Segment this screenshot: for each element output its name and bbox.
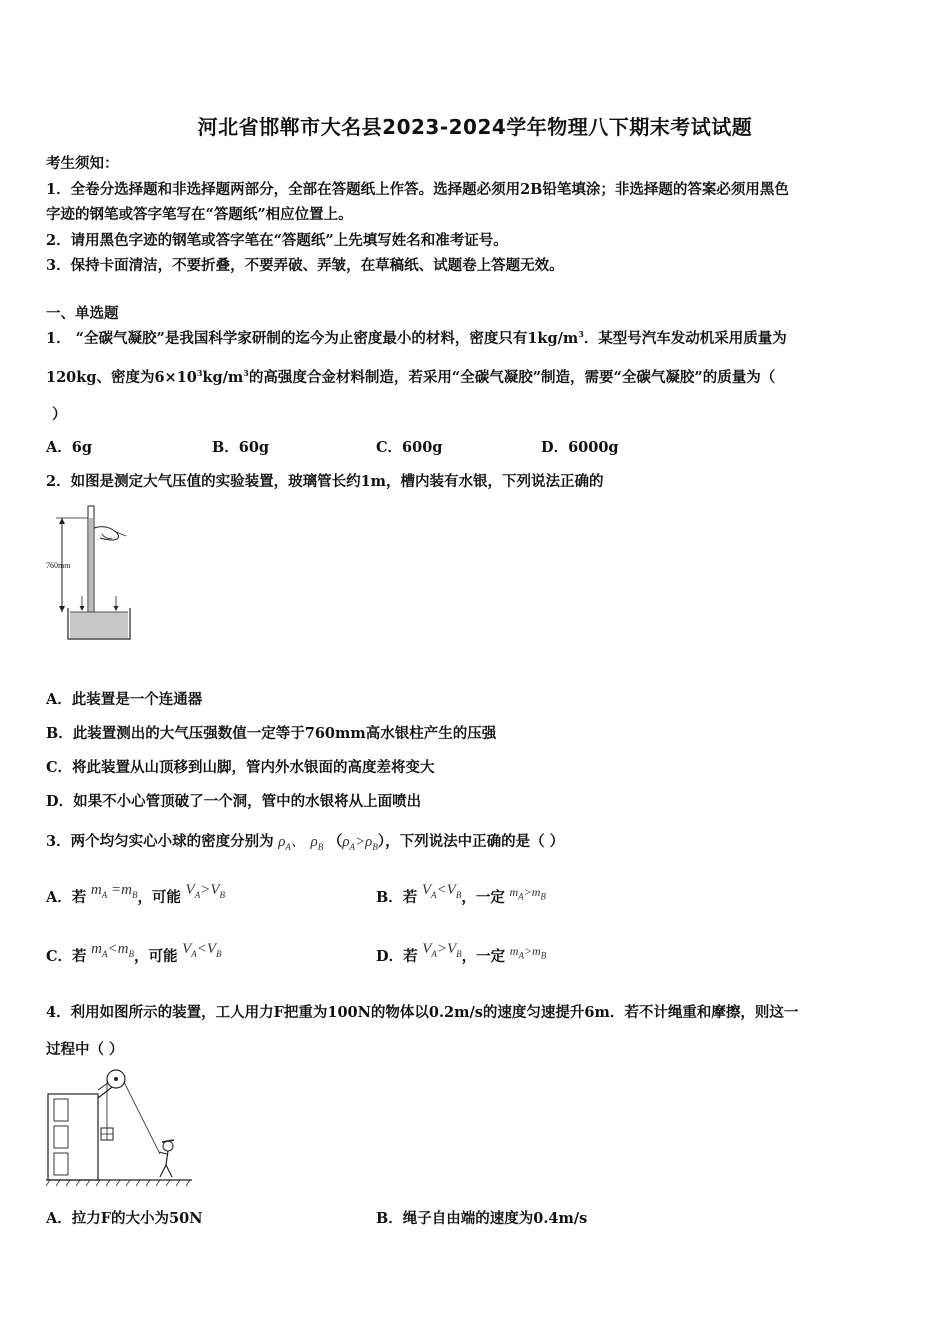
q3-option-a[interactable]: A．若 $m_A =m_B$，可能 $V_A>V_B$ xyxy=(46,882,226,906)
q1-line-1: 1． “全碳气凝胶”是我国科学家研制的迄今为止密度最小的材料，密度只有$1kg/m^3$．某型号汽车发动机采用质量为 xyxy=(46,329,787,347)
q3-option-c[interactable]: C．若 $m_A<m_B$，可能 $V_A<V_B$ xyxy=(46,941,222,965)
q1-option-c[interactable]: C．600g xyxy=(376,439,443,456)
q2-option-d[interactable]: D．如果不小心管顶破了一个洞，管中的水银将从上面喷出 xyxy=(46,793,422,810)
q4-line-1: 4．利用如图所示的装置，工人用力F把重为100N的物体以0.2m/s的速度匀速提升6m．若不计绳重和摩擦，则这一 xyxy=(46,1004,799,1021)
q1-option-a[interactable]: A．6g xyxy=(46,439,92,456)
notice-item-1b: 字迹的钢笔或答字笔写在“答题纸”相应位置上。 xyxy=(46,206,353,223)
q1-option-d[interactable]: D．6000g xyxy=(541,439,619,456)
height-label: 760mm xyxy=(46,561,71,570)
q2-stem: 2．如图是测定大气压值的实验装置，玻璃管长约1m，槽内装有水银，下列说法正确的 xyxy=(46,473,604,490)
notice-item-2: 2．请用黑色字迹的钢笔或答字笔在“答题纸”上先填写姓名和准考证号。 xyxy=(46,232,508,249)
q3-stem: 3．两个均匀实心小球的密度分别为 $\rho_A$、 $\rho_B$ $(\rho_A>\rho_B)$，下列说法中正确的是（ ） xyxy=(46,833,565,852)
section-heading: 一、单选题 xyxy=(46,305,119,322)
rho-a: $\rho_A$ xyxy=(278,834,291,852)
notice-item-1a: 1．全卷分选择题和非选择题两部分，全部在答题纸上作答。选择题必须用2B铅笔填涂；非选择题的答案必须用黑色 xyxy=(46,181,789,198)
q1-option-b[interactable]: B．60g xyxy=(212,439,270,456)
q1-line-3: ） xyxy=(52,406,67,423)
q3-option-d[interactable]: D．若 $V_A>V_B$，一定 $^{m_A>m_B}$ xyxy=(376,941,547,965)
page-title: 河北省邯郸市大名县2023-2024学年物理八下期末考试试题 xyxy=(197,115,753,139)
rho-relation: $\rho_A>\rho_B$ xyxy=(342,834,378,852)
barometer-figure xyxy=(44,500,144,645)
q2-option-b[interactable]: B．此装置测出的大气压强数值一定等于760mm高水银柱产生的压强 xyxy=(46,725,497,742)
q4-option-b[interactable]: B．绳子自由端的速度为0.4m/s xyxy=(376,1210,588,1227)
notice-item-3: 3．保持卡面清洁，不要折叠，不要弄破、弄皱，在草稿纸、试题卷上答题无效。 xyxy=(46,257,564,274)
q1-line-2: 120kg、密度为$6\times 10^3kg/m^3$的高强度合金材料制造，若采用“全碳气凝胶”制造，需要“全碳气凝胶”的质量为（ xyxy=(46,368,776,386)
q4-line-2: 过程中（ ） xyxy=(46,1041,124,1058)
rho-b: $\rho_B$ xyxy=(310,834,324,852)
q2-option-c[interactable]: C．将此装置从山顶移到山脚，管内外水银面的高度差将变大 xyxy=(46,759,435,776)
pulley-figure xyxy=(44,1066,194,1191)
q4-option-a[interactable]: A．拉力F的大小为50N xyxy=(46,1210,203,1227)
notice-heading: 考生须知： xyxy=(46,155,119,172)
q2-option-a[interactable]: A．此装置是一个连通器 xyxy=(46,691,203,708)
q3-option-b[interactable]: B．若 $V_A<V_B$，一定 $^{m_A>m_B}$ xyxy=(376,882,546,906)
